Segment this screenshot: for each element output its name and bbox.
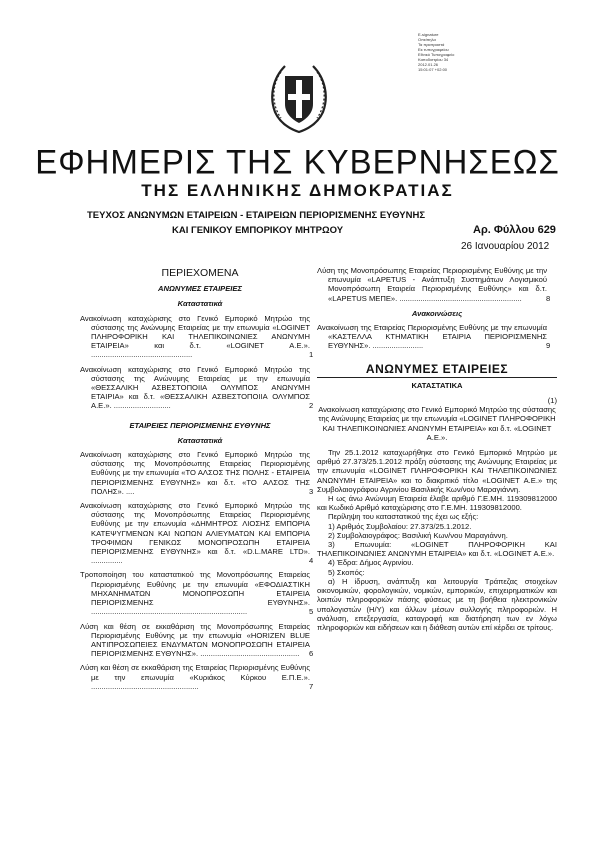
contents-entry: Ανακοίνωση της Εταιρείας Περιορισμένης Ευθύνης με την επωνυμία «ΚΑΣΤΕΛΛΑ ΚΤΗΜΑΤΙΚΗ ΕΤΑΙΡΙΑ ΠΕΡΙΟΡΙΣΜΕΝΗΣ ΕΥΘΥΝΗΣ». ........................ 9 — [317, 323, 551, 351]
contents-entry: Ανακοίνωση καταχώρισης στο Γενικό Εμπορικό Μητρώο της σύστασης της Μονοπρόσωπης Εταιρείας Περιορισμένης Ευθύνης με την επωνυμία «ΔΗΜΗΤΡΟΣ ΛΙΟΣΗΣ ΕΜΠΟΡΙΑ ΚΑΤΕΨΥΓΜΕΝΩΝ ΚΑΙ ΝΩΠΩΝ ΑΛΙΕΥΜΑΤΩΝ ΚΑΙ ΕΜΠΟΡΙΑ ΤΡΟΦΙΜΩΝ ΓΕΝΙΚΩΣ ΜΟΝΟΠΡΟΣΩΠΗ ΕΤΑΙΡΕΙΑ ΠΕΡΙΟΡΙΣΜΕΝΗΣ ΕΥΘΥΝΗΣ» και δ.τ. «D.L.MARE LTD». ............... 4 — [80, 501, 314, 566]
contents-entry: Λύση και θέση σε εκκαθάριση της Μονοπρόσωπης Εταιρείας Περιορισμένης Ευθύνης με την επωνυμία «HORIZEN BLUE ΑΝΤΙΠΡΟΣΩΠΕΙΕΣ ΕΝΔΥΜΑΤΩΝ ΜΟΝΟΠΡΟΣΩΠΗ ΕΤΑΙΡΕΙΑ ΠΕΡΙΟΡΙΣΜΕΝΗΣ ΕΥΘΥΝΗΣ». ............................................... 6 — [80, 621, 314, 659]
heading-rule — [317, 377, 557, 378]
issue-series-line2: ΚΑΙ ΓΕΝΙΚΟΥ ΕΜΠΟΡΙΚΟΥ ΜΗΤΡΩΟΥ — [172, 225, 344, 236]
contents-section1: ΑΝΩΝΥΜΕΣ ΕΤΑΙΡΕΙΕΣ — [158, 284, 242, 294]
contents-section2: ΕΤΑΙΡΕΙΕΣ ΠΕΡΙΟΡΙΣΜΕΝΗΣ ΕΥΘΥΝΗΣ — [129, 420, 271, 430]
body-list-item: 4) Έδρα: Δήμος Αγρινίου. — [328, 558, 414, 568]
contents-entry: Ανακοίνωση καταχώρισης στο Γενικό Εμπορικό Μητρώο της σύστασης της Ανώνυμης Εταιρείας με την επωνυμία «ΘΕΣΣΑΛΙΚΗ ΑΣΒΕΣΤΟΠΟΙΙΑ ΟΛΥΜΠΟΣ ΑΝΩΝΥΜΗ ΕΤΑΙΡΙΑ» και δ.τ. «ΘΕΣΣΑΛΙΚΗ ΑΣΒΕΣΤΟΠΟΙΙΑ ΟΛΥΜΠΟΣ Α.Ε.». ........................... 2 — [80, 364, 314, 411]
contents-heading: ΠΕΡΙΕΧΟΜΕΝΑ — [161, 267, 239, 279]
body-paragraph: Η ως άνω Ανώνυμη Εταιρεία έλαβε αριθμό Γ.Ε.ΜΗ. 119309812000 και Κωδικό Αριθμό καταχώρισης στο Γ.Ε.ΜΗ. 119309812000. — [317, 494, 557, 513]
body-list-item: 1) Αριθμός Συμβολαίου: 27.373/25.1.2012. — [328, 521, 472, 531]
notice-title: Ανακοίνωση καταχώρισης στο Γενικό Εμπορικό Μητρώο της σύστασης της Ανώνυμης Εταιρείας με την επωνυμία «LOGINET ΠΛΗΡΟΦΟΡΙΚΗ ΚΑΙ ΤΗΛΕΠΙΚΟΙΝΩΝΙΕΣ ΑΝΩΝΥΜΗ ΕΤΑΙΡΕΙΑ» και δ.τ. «LOGINET Α.Ε.». — [318, 405, 556, 442]
contents-entry: Λύση της Μονοπρόσωπης Εταιρείας Περιορισμένης Ευθύνης με την επωνυμία «LAPETUS - Ανάπτυξη Συστημάτων Λογισμικού Μονοπρόσωπη Εταιρεία Περιορισμένης Ευθύνης» και δ.τ. «LAPETUS ΜΕΠΕ». .......................................................... 8 — [317, 266, 551, 303]
emblem-icon — [263, 56, 335, 136]
contents-entry: Τροποποίηση του καταστατικού της Μονοπρόσωπης Εταιρείας Περιορισμένης Ευθύνης με την επωνυμία «ΕΦΟΔΙΑΣΤΙΚΗ ΜΗΧΑΝΗΜΑΤΩΝ ΜΟΝΟΠΡΟΣΩΠΗ ΕΤΑΙΡΕΙΑ ΠΕΡΙΟΡΙΣΜΕΝΗΣ ΕΥΘΥΝΗΣ». .......................................................................... 5 — [80, 570, 314, 617]
body-paragraph: Περίληψη του καταστατικού της έχει ως εξής: — [328, 512, 479, 522]
issue-series-line1: ΤΕΥΧΟΣ ΑΝΩΝΥΜΩΝ ΕΤΑΙΡΕΙΩΝ - ΕΤΑΙΡΕΙΩΝ ΠΕΡΙΟΡΙΣΜΕΝΗΣ ΕΥΘΥΝΗΣ — [87, 210, 426, 221]
contents-section2-sub: Καταστατικά — [177, 435, 223, 445]
body-list-item: 2) Συμβολαιογράφος: Βασιλική Κων/νου Μαραγιάννη. — [328, 530, 508, 540]
body-paragraph: Την 25.1.2012 καταχωρήθηκε στο Γενικό Εμπορικό Μητρώο με αριθμό 27.373/25.1.2012 πράξη σύστασης της Ανώνυμης Εταιρείας με την επωνυμία «LOGINET ΠΛΗΡΟΦΟΡΙΚΗ ΚΑΙ ΤΗΛΕΠΙΚΟΙΝΩΝΙΕΣ ΑΝΩΝΥΜΗ ΕΤΑΙΡΕΙΑ» και το διακριτικό τίτλο «LOGINET Α.Ε.» της Συμβολαιογράφου Αγρινίου Βασιλικής Κων/νου Μαραγιάννη. — [317, 448, 557, 494]
contents-entry: Ανακοίνωση καταχώρισης στο Γενικό Εμπορικό Μητρώο της σύστασης της Ανώνυμης Εταιρείας με την επωνυμία «LOGINET ΠΛΗΡΟΦΟΡΙΚΗ ΚΑΙ ΤΗΛΕΠΙΚΟΙΝΩΝΙΕΣ ΑΝΩΝΥΜΗ ΕΤΑΙΡΕΙΑ» και δ.τ. «LOGINET Α.Ε.». ................................................ 1 — [80, 313, 314, 360]
contents-announcements: Ανακοινώσεις — [411, 308, 463, 318]
body-list-item: 3) Επωνυμία: «LOGINET ΠΛΗΡΟΦΟΡΙΚΗ ΚΑΙ ΤΗΛΕΠΙΚΟΙΝΩΝΙΕΣ ΑΝΩΝΥΜΗ ΕΤΑΙΡΕΙΑ» και δ.τ. «LOGINET Α.Ε.». — [317, 540, 557, 559]
issue-date: 26 Ιανουαρίου 2012 — [461, 241, 550, 252]
body-list-item: 5) Σκοπός: — [328, 567, 365, 577]
body-heading: ΑΝΩΝΥΜΕΣ ΕΤΑΙΡΕΙΕΣ — [365, 361, 509, 376]
digital-signature-stamp: Ε-signature Οπείπηλα Τα πριστραστά Εκ τυπογραφείου Εθνικό Τυπογραφείο Καποδιστρίου 34 2012.01.26 15:01:07 +02:00 — [418, 32, 455, 72]
gazette-subtitle: ΤΗΣ ΕΛΛΗΝΙΚΗΣ ΔΗΜΟΚΡΑΤΙΑΣ — [141, 181, 454, 200]
body-subheading: ΚΑΤΑΣΤΑΤΙΚΑ — [411, 380, 463, 390]
contents-entry: Ανακοίνωση καταχώρισης στο Γενικό Εμπορικό Μητρώο της σύστασης της Μονοπρόσωπης Εταιρείας Περιορισμένης Ευθύνης με την επωνυμία «ΤΟ ΑΛΣΟΣ ΤΗΣ ΠΟΛΗΣ - ΕΤΑΙΡΕΙΑ ΠΕΡΙΟΡΙΣΜΕΝΗΣ ΕΥΘΥΝΗΣ» και δ.τ. «ΤΟ ΑΛΣΟΣ ΤΗΣ ΠΟΛΗΣ». .... 3 — [80, 450, 314, 496]
contents-entry: Λύση και θέση σε εκκαθάριση της Εταιρείας Περιορισμένης Ευθύνης με την επωνυμία «Κυριάκος Κύρκου Ε.Π.Ε.». ................................................... 7 — [80, 663, 314, 691]
item-number: (1) — [547, 396, 557, 406]
right-column — [317, 266, 557, 632]
gazette-title: ΕΦΗΜΕΡΙΣ ΤΗΣ ΚΥΒΕΡΝΗΣΕΩΣ — [35, 142, 560, 181]
contents-section1-sub: Καταστατικά — [177, 299, 223, 309]
body-list-item: α) Η ίδρυση, ανάπτυξη και λειτουργία Τράπεζας στοιχείων οικονομικών, φορολογικών, νομικών, εμπορικών, επιχειρηματικών και λοιπών πληροφοριών πάσης φύσεως με τη βοήθεια ηλεκτρονικών υπολογιστών (Η/Υ) και άλλων μέσων συλλογής πληροφοριών. Η ανάλυση, επεξεργασία, καταγραφή και διατήρηση των εν λόγω πληροφοριών και ειδήσεων και η διάθεση αυτών επί κέρδει σε τρίτους. — [317, 576, 557, 632]
sheet-number: Αρ. Φύλλου 629 — [473, 224, 556, 236]
contents-column — [80, 265, 320, 696]
